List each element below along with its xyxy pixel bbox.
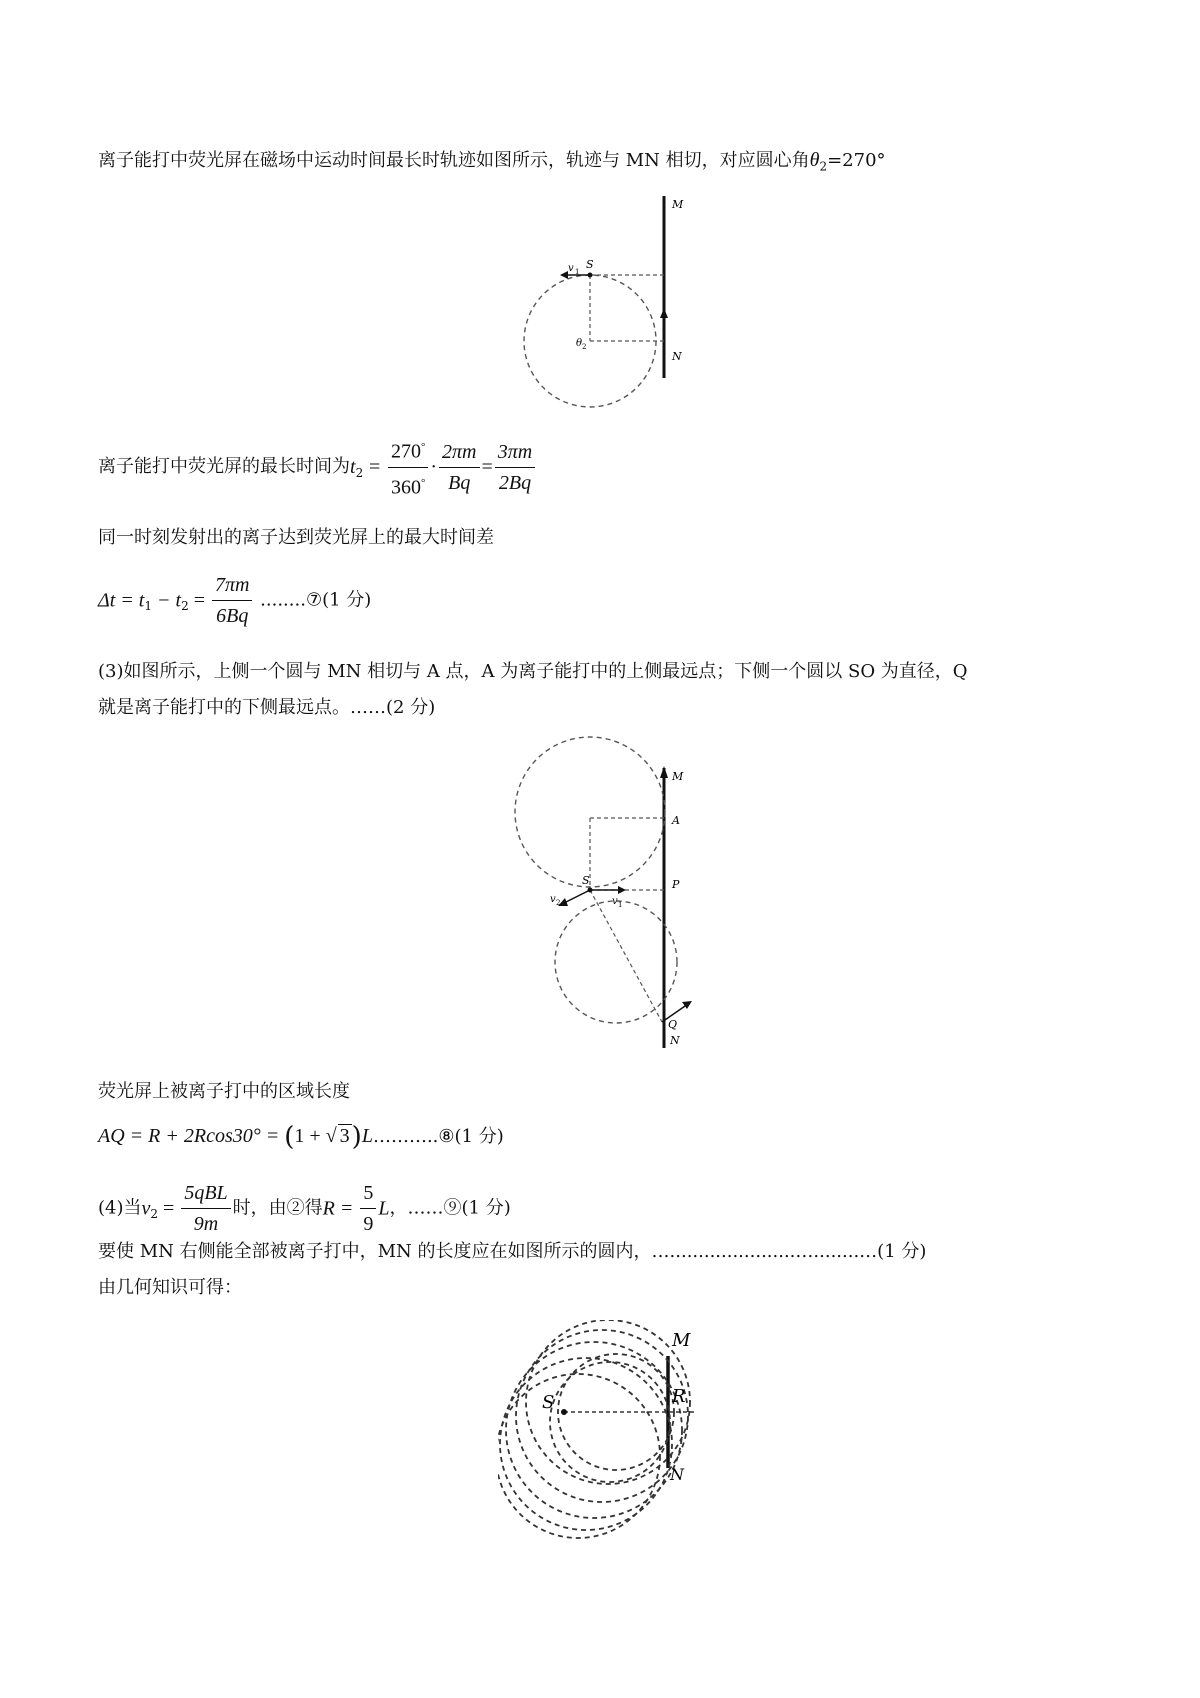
frac4-den: 6Bq [216, 605, 249, 627]
label-theta2-sub: 2 [582, 343, 587, 351]
paragraph-line-3: 同一时刻发射出的离子达到荧光屏上的最大时间差 [98, 527, 494, 548]
minus-t2: − t [152, 589, 182, 612]
lower-circle [555, 901, 677, 1023]
frac5-den: 9m [193, 1213, 219, 1235]
label-n: N [670, 1465, 684, 1484]
one-plus: 1 + [294, 1125, 326, 1147]
fraction-3pim-2bq [495, 439, 535, 496]
label-n: N [670, 1034, 680, 1047]
label-m: M [672, 198, 684, 211]
tangent-arrowhead [660, 308, 668, 318]
label-n: N [672, 350, 682, 363]
eq-1: = [368, 456, 381, 479]
frac2-num: 2πm [439, 439, 479, 468]
t2-symbol: t [350, 456, 356, 479]
paragraph-line-10: 要使 MN 右侧能全部被离子打中，MN 的长度应在如图所示的圆内，…......................…........…(1 分) [98, 1241, 927, 1262]
frac4-num: 7πm [212, 572, 252, 601]
paragraph-line-7: 荧光屏上被离子打中的区域长度 [98, 1081, 350, 1102]
upper-circle [515, 737, 665, 887]
paragraph-line-8: AQ = R + 2Rcos30° = (1 + √ 3)L………..⑧(1 分) [98, 1122, 504, 1152]
label-p: P [672, 878, 680, 891]
source-point-s [561, 1409, 567, 1415]
eq-2: = [481, 456, 493, 479]
paragraph-line-6: 就是离子能打中的下侧最远点。……(2 分) [98, 697, 436, 718]
paragraph-line-5: (3)如图所示，上侧一个圆与 MN 相切与 A 点，A 为离子能打中的上侧最远点；下侧一个圆以 SO 为直径，Q [98, 661, 968, 682]
paragraph-line-11: 由几何知识可得： [98, 1277, 242, 1298]
label-theta2: θ [576, 338, 583, 349]
l-symbol: L [361, 1125, 373, 1147]
label-v1: v [568, 263, 574, 274]
paren-open: ( [284, 1122, 295, 1152]
deg-1: ° [420, 441, 426, 453]
line2-text: 离子能打中荧光屏的最长时间为 [98, 456, 350, 478]
frac6-den: 9 [363, 1213, 374, 1235]
eq-3: = [188, 589, 210, 612]
label-v2-sub: 2 [556, 899, 561, 907]
figure-3-diagram [498, 1320, 718, 1560]
line8-tail: ………..⑧(1 分) [372, 1126, 504, 1147]
source-point-s [588, 273, 593, 278]
frac6-num: 5 [360, 1180, 376, 1209]
label-m: M [672, 770, 684, 783]
t2-sub: 2 [181, 599, 189, 614]
dashed-diameter [590, 890, 662, 1022]
label-v1: v [612, 896, 618, 907]
line1-text: 离子能打中荧光屏在磁场中运动时间最长时轨迹如图所示，轨迹与 MN 相切，对应圆心角 [98, 150, 810, 171]
line9-prefix: (4)当 [98, 1197, 142, 1219]
deg-2: ° [420, 476, 426, 489]
source-point-s [588, 888, 593, 893]
aq-lhs: AQ = R + 2Rcos30° = [98, 1125, 285, 1147]
frac1-num: 270 [390, 440, 421, 463]
theta-value: =270° [827, 150, 886, 171]
screen-arrowhead [660, 766, 668, 778]
paragraph-line-9 [98, 1180, 511, 1237]
label-a: A [672, 814, 680, 827]
line9-tail: ，……⑨(1 分) [389, 1197, 511, 1219]
theta-subscript: 2 [819, 159, 828, 174]
dot-op: · [430, 456, 438, 479]
label-s: S [582, 874, 590, 887]
theta-symbol: θ [809, 149, 820, 171]
v2-symbol: v [141, 1197, 151, 1220]
figure-2-diagram [510, 736, 710, 1052]
label-r: R [672, 1386, 686, 1407]
frac3-num: 3πm [495, 439, 535, 468]
label-m: M [672, 1330, 691, 1351]
delta-t-lhs: Δt = t [98, 589, 145, 612]
paren-close: ) [351, 1122, 362, 1152]
t1-sub: 1 [144, 599, 152, 614]
label-v2: v [550, 894, 556, 905]
frac3-den: 2Bq [498, 471, 532, 494]
frac1-den: 360 [390, 476, 421, 499]
velocity-arrowhead [560, 271, 568, 279]
line4-tail: ........⑦(1 分) [254, 589, 372, 611]
v2-subscript: 2 [150, 1207, 159, 1222]
label-q: Q [668, 1018, 678, 1031]
label-v1-sub: 1 [618, 901, 623, 909]
label-v1-sub: 1 [575, 268, 580, 276]
fraction-7pim-6bq [212, 572, 252, 629]
l-symbol-2: L [378, 1197, 390, 1220]
fraction-270-360 [388, 434, 428, 500]
eq-4: = [158, 1197, 180, 1220]
fraction-5qbl-9m [181, 1180, 230, 1237]
r-equals: R = [322, 1197, 359, 1220]
figure-1-diagram [500, 196, 700, 422]
circle-family [498, 1320, 690, 1538]
paragraph-line-4 [98, 572, 371, 629]
frac5-num: 5qBL [181, 1180, 230, 1209]
frac2-den: Bq [448, 471, 471, 494]
paragraph-line-1 [98, 148, 886, 179]
v1-arrowhead [618, 886, 626, 894]
t2-subscript: 2 [355, 465, 364, 480]
label-s: S [586, 258, 594, 271]
line9-mid: 时，由②得 [232, 1197, 323, 1219]
label-s: S [542, 1392, 555, 1413]
fraction-5-9 [360, 1180, 376, 1237]
fraction-2pim-bq [439, 439, 479, 496]
sqrt-3: 3 [339, 1125, 350, 1147]
paragraph-line-2 [98, 434, 537, 500]
